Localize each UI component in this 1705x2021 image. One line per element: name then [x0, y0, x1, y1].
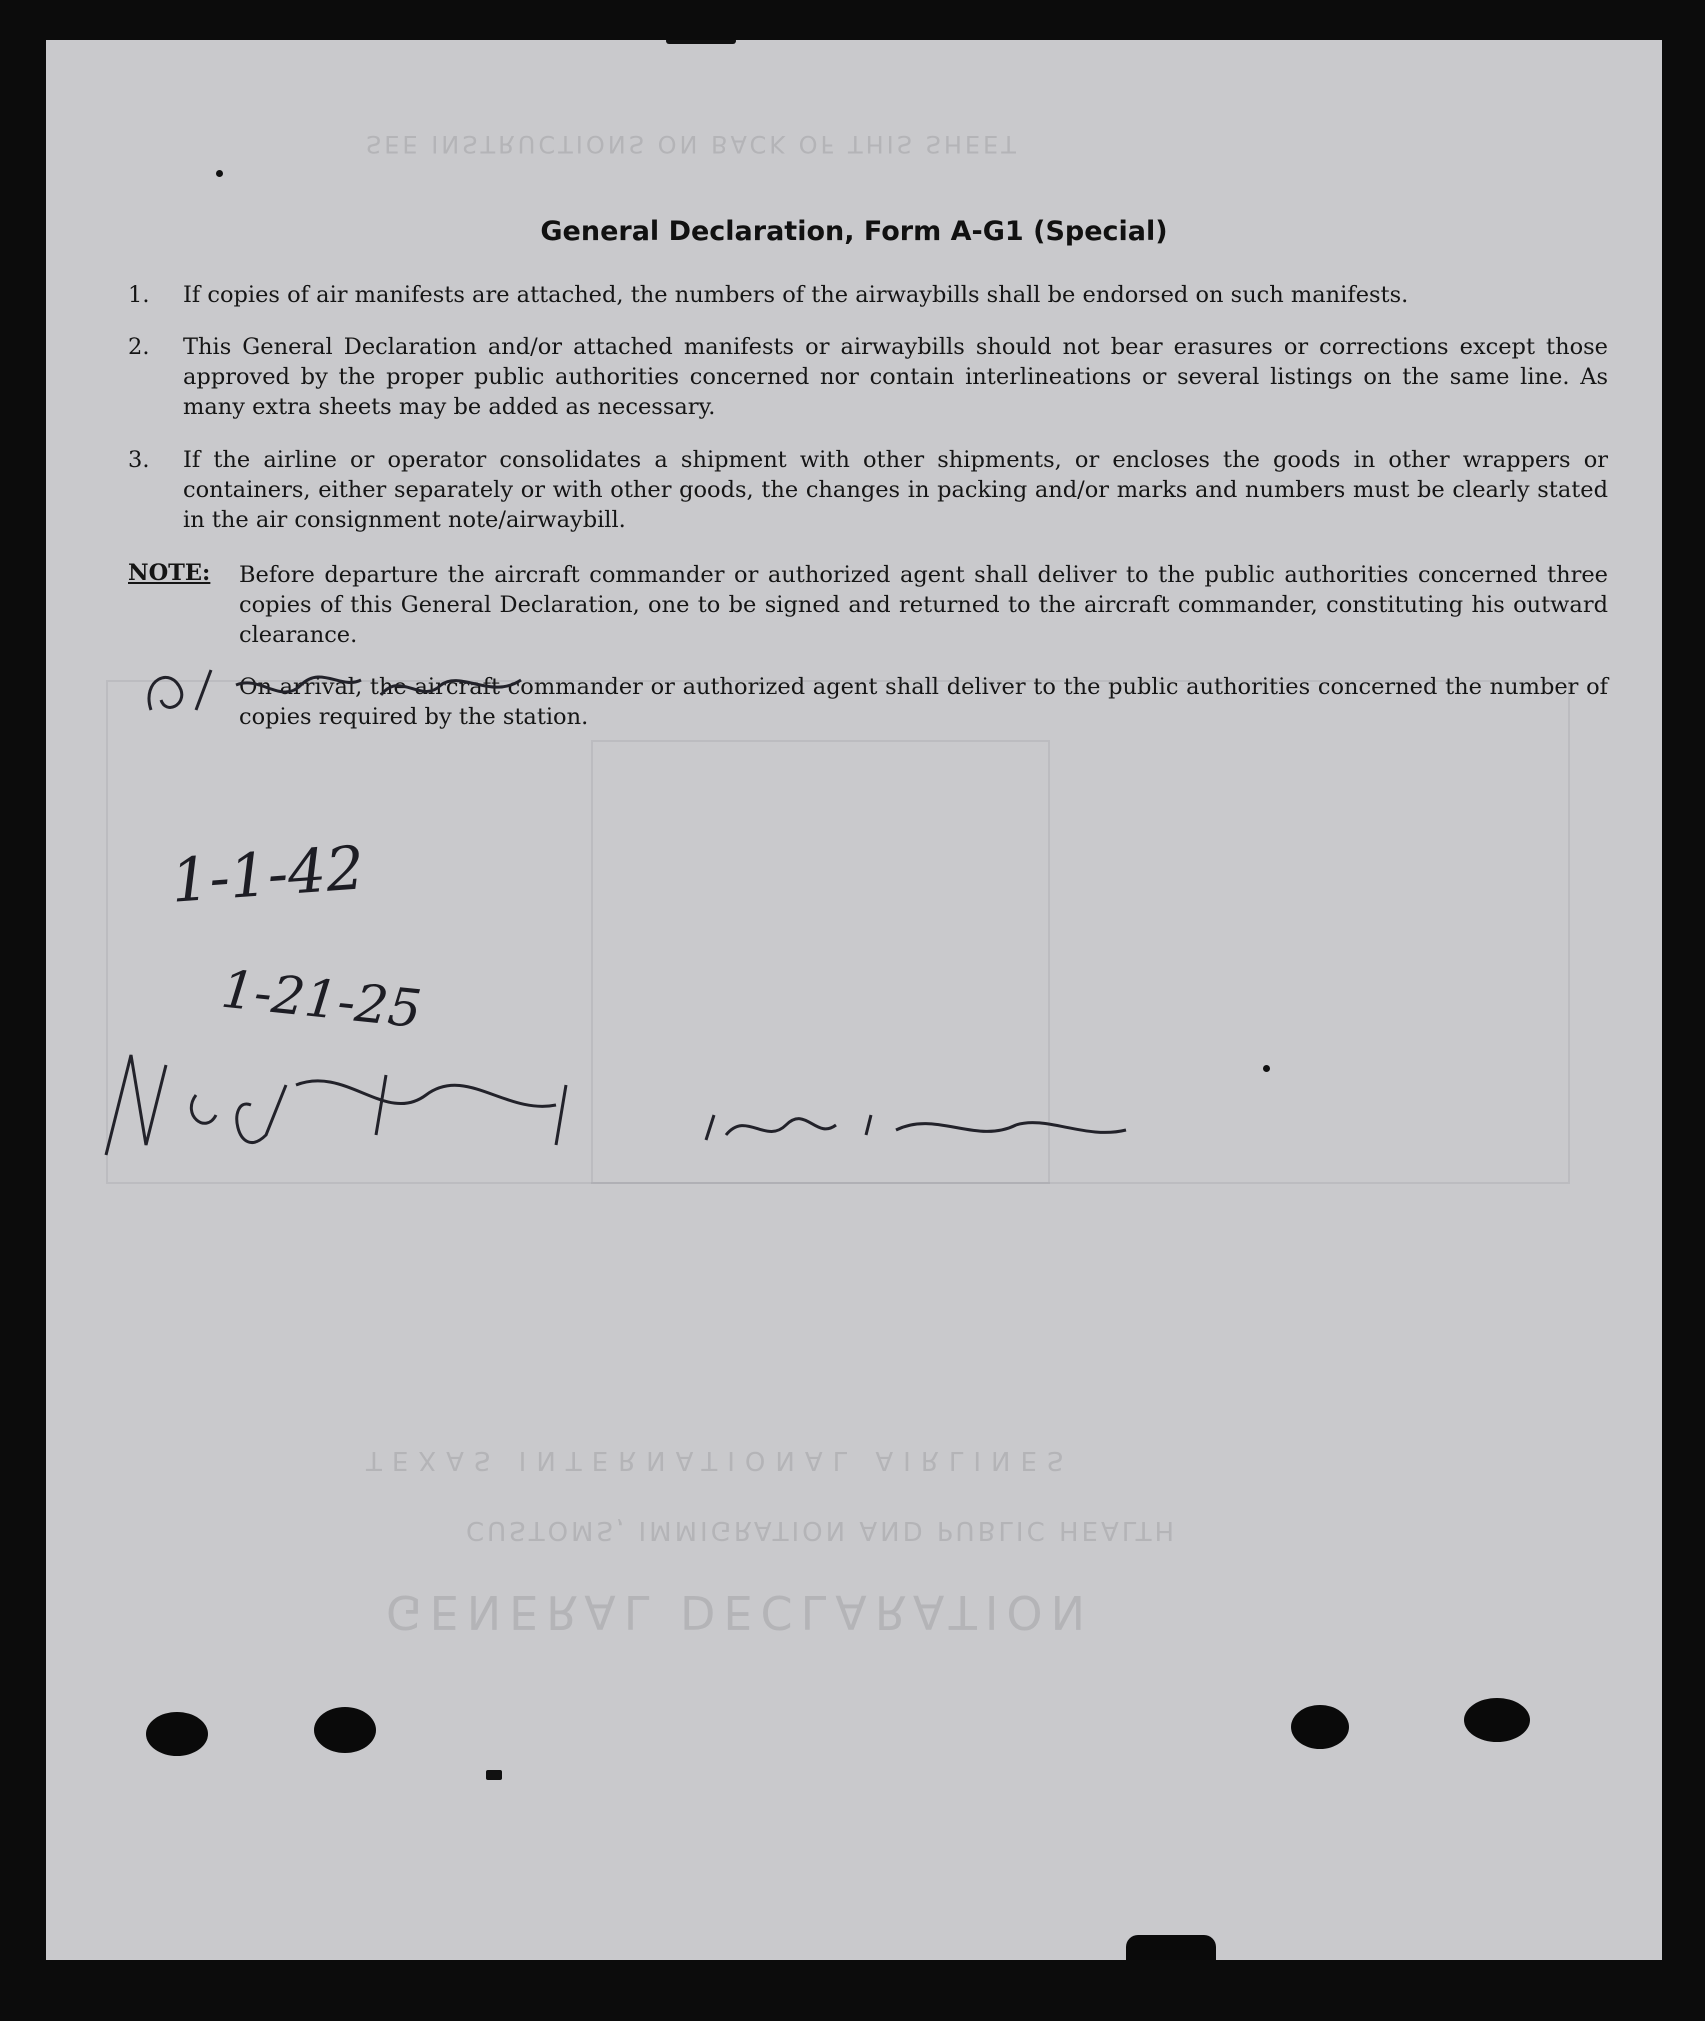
item-text: This General Declaration and/or attached manifests or airwaybills should not bear erasures or corrections except those approved by the proper public authorities concerned nor contain interlineations or several listings on the same line. As many extra sheets may be added as necessary.: [183, 334, 1608, 420]
ink-speck: [216, 170, 223, 177]
note-paragraph-1: Before departure the aircraft commander or authorized agent shall deliver to the public authorities concerned three copies of this General Declaration, one to be signed and returned to the aircraft commander, constituting his outward clearance.: [239, 562, 1608, 648]
punch-hole: [1291, 1705, 1349, 1749]
item-number: 2.: [128, 334, 150, 360]
item-text: If copies of air manifests are attached, the numbers of the airwaybills shall be endorsed on such manifests.: [183, 282, 1409, 308]
bleed-through-heading: GENERAL DECLARATION: [386, 1585, 1094, 1639]
instruction-item-3: [128, 445, 1608, 535]
item-number: 3.: [128, 447, 150, 473]
punch-hole: [314, 1707, 376, 1753]
ink-speck: [486, 1770, 502, 1780]
item-number: 1.: [128, 282, 150, 308]
instruction-item-2: [128, 332, 1608, 422]
edge-tear: [1126, 1935, 1216, 1960]
note-label: NOTE:: [128, 560, 211, 586]
ink-speck: [666, 40, 736, 44]
item-text: If the airline or operator consolidates a shipment with other shipments, or encloses the goods in other wrappers or containers, either separately or with other goods, the changes in packing and/or marks and numbers must be clearly stated in the air consignment note/airwaybill.: [183, 447, 1608, 533]
bleed-through-subheading: CUSTOMS, IMMIGRATION AND PUBLIC HEALTH: [466, 1515, 1178, 1545]
punch-hole: [1464, 1698, 1530, 1742]
handwritten-signature-middle: [696, 1100, 1136, 1160]
instruction-item-1: [128, 280, 1608, 310]
handwritten-date-1: 1-1-42: [168, 833, 367, 917]
handwritten-signature-top: [141, 650, 571, 725]
form-title: General Declaration, Form A-G1 (Special): [540, 216, 1168, 247]
note-paragraph-2: On arrival, the aircraft commander or authorized agent shall deliver to the public authorities concerned the number of copies required by the station.: [239, 674, 1608, 730]
document-sheet: [46, 40, 1662, 1960]
punch-hole: [146, 1712, 208, 1756]
bleed-through-airline: TEXAS INTERNATIONAL AIRLINES: [366, 1445, 1074, 1475]
handwritten-date-2: 1-21-25: [218, 959, 425, 1041]
bleed-through-header: SEE INSTRUCTIONS ON BACK OF THIS SHEET: [366, 130, 1019, 158]
handwritten-signature-bottom: [86, 1025, 626, 1165]
ink-speck: [1263, 1065, 1270, 1072]
